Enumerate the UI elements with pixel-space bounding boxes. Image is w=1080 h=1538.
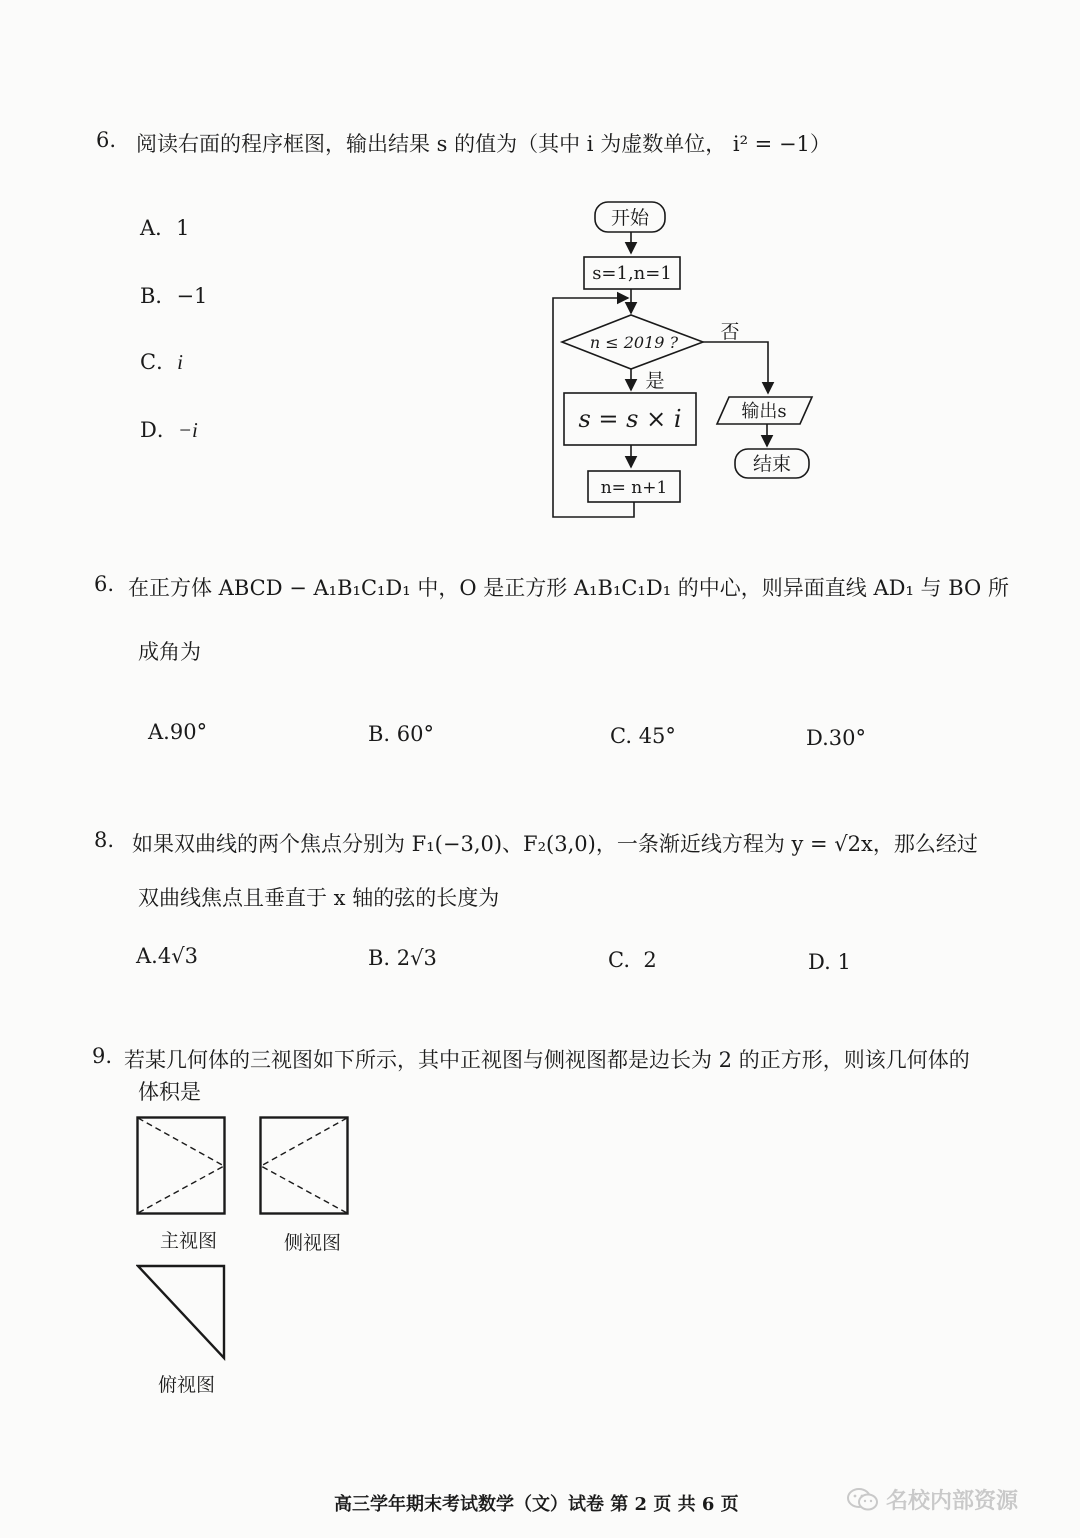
q6a-number: 6. bbox=[96, 128, 117, 152]
watermark-text: 名校内部资源 bbox=[886, 1489, 1019, 1514]
option-value: 2√3 bbox=[396, 946, 437, 970]
option-label: C. bbox=[610, 724, 632, 748]
q6b-number: 6. bbox=[94, 572, 115, 596]
option-value: 30° bbox=[828, 726, 866, 750]
side-view-figure bbox=[258, 1116, 352, 1218]
flow-arrow-no bbox=[703, 342, 768, 393]
q6b-stem-line1: 在正方体 ABCD − A₁B₁C₁D₁ 中，O 是正方形 A₁B₁C₁D₁ 的中心，则异面直线 AD₁ 与 BO 所 bbox=[128, 576, 1009, 600]
option-label: D． bbox=[140, 418, 178, 442]
q8-option-a bbox=[136, 944, 198, 968]
option-value: 1 bbox=[837, 950, 851, 974]
option-value: 60° bbox=[396, 722, 435, 746]
condition-label: n ≤ 2019 ? bbox=[589, 333, 679, 352]
top-view-figure bbox=[136, 1264, 228, 1362]
no-label: 否 bbox=[720, 321, 740, 343]
q6b-option-d bbox=[806, 726, 866, 750]
option-label: D. bbox=[806, 726, 829, 750]
option-value: 45° bbox=[638, 724, 676, 748]
q6b-stem-line2: 成角为 bbox=[138, 640, 201, 664]
q8-stem-line2: 双曲线焦点且垂直于 x 轴的弦的长度为 bbox=[138, 886, 500, 910]
init-label: s=1,n=1 bbox=[592, 263, 672, 284]
q6a-option-b bbox=[140, 280, 207, 310]
watermark bbox=[846, 1484, 1018, 1515]
option-value: −i bbox=[177, 418, 198, 442]
page-footer: 高三学年期末考试数学（文）试卷 第 2 页 共 6 页 bbox=[334, 1494, 739, 1515]
option-value: 2 bbox=[643, 948, 657, 972]
end-label: 结束 bbox=[752, 453, 792, 475]
start-label: 开始 bbox=[610, 207, 650, 229]
option-label: A. bbox=[136, 944, 158, 968]
flowchart bbox=[540, 195, 840, 525]
wechat-icon bbox=[846, 1487, 880, 1513]
front-view-figure bbox=[136, 1116, 228, 1218]
option-label: A. bbox=[148, 720, 170, 744]
q6a-option-d bbox=[140, 414, 198, 444]
increment-label: n= n+1 bbox=[600, 478, 668, 498]
side-view-label: 侧视图 bbox=[284, 1232, 342, 1254]
q6a-option-c bbox=[140, 346, 183, 376]
q6a-stem: 阅读右面的程序框图，输出结果 s 的值为（其中 i 为虚数单位， i² = −1） bbox=[136, 132, 831, 156]
q6b-option-a bbox=[148, 720, 207, 744]
option-label: D. bbox=[808, 950, 831, 974]
option-value: −1 bbox=[176, 284, 208, 308]
front-view-label: 主视图 bbox=[160, 1230, 218, 1252]
process-label: s = s × i bbox=[578, 405, 682, 433]
option-label: C． bbox=[140, 350, 178, 374]
option-label: B． bbox=[140, 284, 177, 308]
q9-stem-line2: 体积是 bbox=[138, 1080, 201, 1104]
option-value: 4√3 bbox=[157, 944, 198, 968]
option-label: A． bbox=[140, 216, 177, 240]
q6a-option-a bbox=[140, 212, 190, 242]
q9-number: 9. bbox=[92, 1044, 113, 1068]
option-label: B. bbox=[368, 946, 391, 970]
q8-option-c bbox=[608, 948, 657, 972]
top-view-label: 俯视图 bbox=[158, 1374, 216, 1396]
option-value: i bbox=[177, 350, 183, 374]
q9-stem-line1: 若某几何体的三视图如下所示，其中正视图与侧视图都是边长为 2 的正方形，则该几何体的 bbox=[124, 1048, 970, 1072]
output-label: 输出s bbox=[741, 401, 787, 422]
q8-number: 8. bbox=[94, 828, 115, 852]
yes-label: 是 bbox=[645, 370, 665, 392]
q8-option-b bbox=[368, 946, 437, 970]
q8-option-d bbox=[808, 950, 851, 974]
option-label: C. bbox=[608, 948, 630, 972]
q6b-option-c bbox=[610, 724, 676, 748]
option-value: 90° bbox=[169, 720, 208, 744]
q8-stem-line1: 如果双曲线的两个焦点分别为 F₁(−3,0)、F₂(3,0)，一条渐近线方程为 y = √2x，那么经过 bbox=[132, 832, 978, 856]
option-label: B. bbox=[368, 722, 391, 746]
q6b-option-b bbox=[368, 722, 434, 746]
option-value: 1 bbox=[176, 216, 190, 240]
